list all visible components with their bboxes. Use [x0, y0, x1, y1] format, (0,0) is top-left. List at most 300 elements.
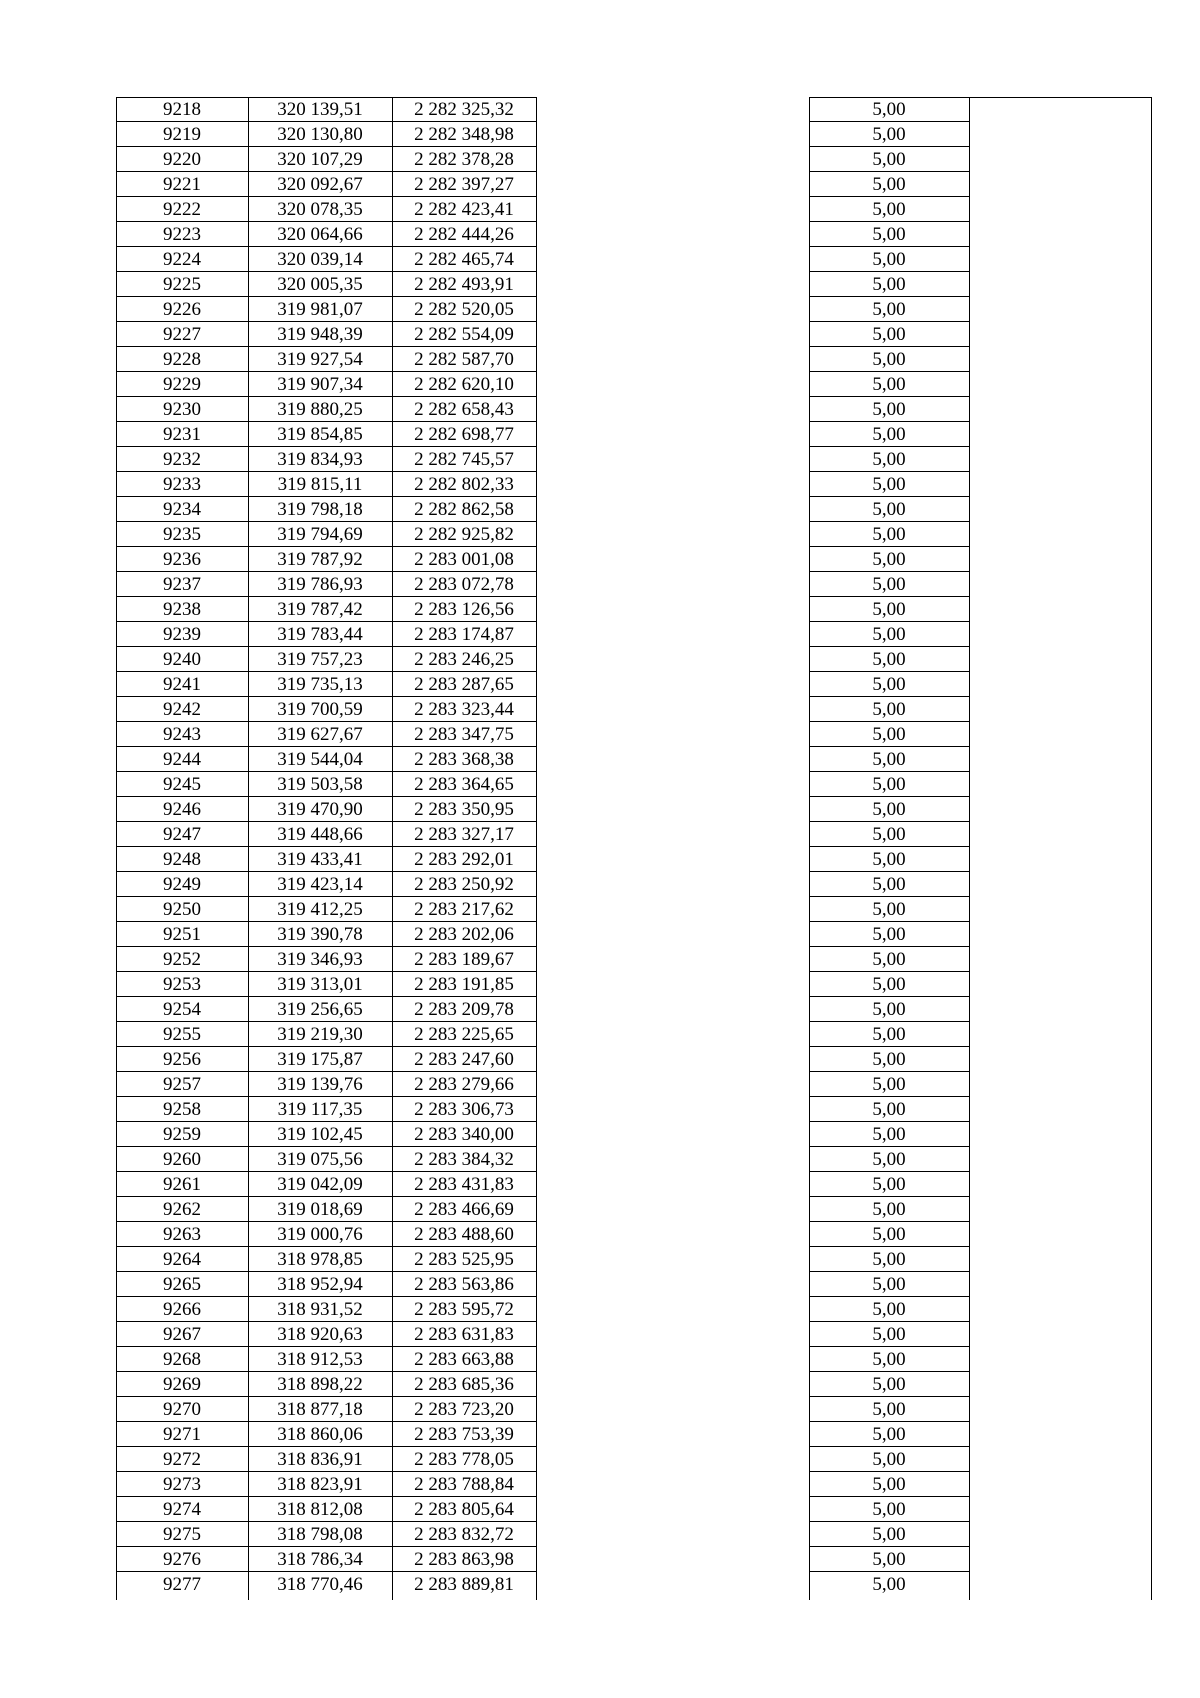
- value-cell: 5,00: [872, 949, 906, 970]
- y-coordinate-cell: 2 283 347,75: [414, 724, 514, 745]
- table-row: [116, 97, 1152, 122]
- empty-cell: [536, 122, 809, 147]
- x-coordinate-cell: 319 700,59: [277, 699, 363, 720]
- point-number-cell: 9260: [163, 1149, 201, 1170]
- table-row: [116, 572, 1152, 597]
- point-number-cell: 9225: [163, 274, 201, 295]
- table-row: [116, 1022, 1152, 1047]
- table-row: [116, 1322, 1152, 1347]
- empty-cell: [536, 1247, 809, 1272]
- empty-cell: [969, 122, 1152, 147]
- value-cell: 5,00: [872, 174, 906, 195]
- empty-cell: [969, 422, 1152, 447]
- value-cell: 5,00: [872, 1199, 906, 1220]
- x-coordinate-cell: 319 042,09: [277, 1174, 363, 1195]
- y-coordinate-cell: 2 283 209,78: [414, 999, 514, 1020]
- empty-cell: [536, 1097, 809, 1122]
- empty-cell: [536, 1222, 809, 1247]
- value-cell: 5,00: [872, 1074, 906, 1095]
- table-row: [116, 847, 1152, 872]
- empty-cell: [969, 972, 1152, 997]
- x-coordinate-cell: 320 107,29: [277, 149, 363, 170]
- empty-cell: [536, 1472, 809, 1497]
- value-cell: 5,00: [872, 474, 906, 495]
- table-row: [116, 1572, 1152, 1597]
- y-coordinate-cell: 2 283 466,69: [414, 1199, 514, 1220]
- empty-cell: [536, 1547, 809, 1572]
- value-cell: 5,00: [872, 799, 906, 820]
- x-coordinate-cell: 319 139,76: [277, 1074, 363, 1095]
- x-coordinate-cell: 320 078,35: [277, 199, 363, 220]
- y-coordinate-cell: 2 283 246,25: [414, 649, 514, 670]
- table-row: [116, 497, 1152, 522]
- point-number-cell: 9256: [163, 1049, 201, 1070]
- x-coordinate-cell: 318 786,34: [277, 1549, 363, 1570]
- empty-cell: [969, 522, 1152, 547]
- point-number-cell: 9224: [163, 249, 201, 270]
- empty-cell: [969, 847, 1152, 872]
- x-coordinate-cell: 320 139,51: [277, 99, 363, 120]
- empty-cell: [536, 947, 809, 972]
- x-coordinate-cell: 319 880,25: [277, 399, 363, 420]
- table-row: [116, 1222, 1152, 1247]
- point-number-cell: 9233: [163, 474, 201, 495]
- empty-cell: [536, 272, 809, 297]
- value-cell: 5,00: [872, 1349, 906, 1370]
- x-coordinate-cell: 319 390,78: [277, 924, 363, 945]
- empty-cell: [969, 747, 1152, 772]
- empty-cell: [536, 1072, 809, 1097]
- point-number-cell: 9234: [163, 499, 201, 520]
- point-number-cell: 9268: [163, 1349, 201, 1370]
- table-row: [116, 697, 1152, 722]
- empty-cell: [536, 572, 809, 597]
- point-number-cell: 9238: [163, 599, 201, 620]
- empty-cell: [969, 397, 1152, 422]
- empty-cell: [536, 647, 809, 672]
- table-row: [116, 1547, 1152, 1572]
- empty-cell: [536, 697, 809, 722]
- point-number-cell: 9270: [163, 1399, 201, 1420]
- value-cell: 5,00: [872, 849, 906, 870]
- table-row: [116, 347, 1152, 372]
- x-coordinate-cell: 319 102,45: [277, 1124, 363, 1145]
- empty-cell: [969, 1472, 1152, 1497]
- value-cell: 5,00: [872, 574, 906, 595]
- table-row: [116, 972, 1152, 997]
- y-coordinate-cell: 2 283 126,56: [414, 599, 514, 620]
- y-coordinate-cell: 2 282 745,57: [414, 449, 514, 470]
- empty-cell: [969, 822, 1152, 847]
- value-cell: 5,00: [872, 624, 906, 645]
- empty-cell: [536, 347, 809, 372]
- table-row: [116, 1447, 1152, 1472]
- table-row: [116, 1047, 1152, 1072]
- table-row: [116, 872, 1152, 897]
- value-cell: 5,00: [872, 1549, 906, 1570]
- x-coordinate-cell: 318 920,63: [277, 1324, 363, 1345]
- y-coordinate-cell: 2 283 563,86: [414, 1274, 514, 1295]
- y-coordinate-cell: 2 283 788,84: [414, 1474, 514, 1495]
- value-cell: 5,00: [872, 299, 906, 320]
- y-coordinate-cell: 2 283 292,01: [414, 849, 514, 870]
- empty-cell: [536, 497, 809, 522]
- value-cell: 5,00: [872, 424, 906, 445]
- value-cell: 5,00: [872, 1424, 906, 1445]
- point-number-cell: 9228: [163, 349, 201, 370]
- x-coordinate-cell: 319 627,67: [277, 724, 363, 745]
- table-row: [116, 1522, 1152, 1547]
- point-number-cell: 9239: [163, 624, 201, 645]
- y-coordinate-cell: 2 283 364,65: [414, 774, 514, 795]
- value-cell: 5,00: [872, 399, 906, 420]
- table-row: [116, 1147, 1152, 1172]
- table-row: [116, 397, 1152, 422]
- value-cell: 5,00: [872, 724, 906, 745]
- empty-cell: [969, 772, 1152, 797]
- value-cell: 5,00: [872, 999, 906, 1020]
- empty-cell: [536, 1397, 809, 1422]
- x-coordinate-cell: 319 948,39: [277, 324, 363, 345]
- empty-cell: [536, 1022, 809, 1047]
- empty-cell: [969, 947, 1152, 972]
- y-coordinate-cell: 2 283 225,65: [414, 1024, 514, 1045]
- y-coordinate-cell: 2 283 384,32: [414, 1149, 514, 1170]
- value-cell: 5,00: [872, 199, 906, 220]
- point-number-cell: 9242: [163, 699, 201, 720]
- empty-cell: [969, 672, 1152, 697]
- point-number-cell: 9261: [163, 1174, 201, 1195]
- point-number-cell: 9276: [163, 1549, 201, 1570]
- x-coordinate-cell: 320 130,80: [277, 124, 363, 145]
- value-cell: 5,00: [872, 924, 906, 945]
- empty-cell: [969, 922, 1152, 947]
- y-coordinate-cell: 2 283 323,44: [414, 699, 514, 720]
- point-number-cell: 9257: [163, 1074, 201, 1095]
- x-coordinate-cell: 319 346,93: [277, 949, 363, 970]
- value-cell: 5,00: [872, 1024, 906, 1045]
- table-row: [116, 1247, 1152, 1272]
- empty-cell: [969, 372, 1152, 397]
- empty-cell: [536, 722, 809, 747]
- empty-cell: [536, 522, 809, 547]
- empty-cell: [969, 647, 1152, 672]
- x-coordinate-cell: 320 064,66: [277, 224, 363, 245]
- table-row: [116, 622, 1152, 647]
- x-coordinate-cell: 318 931,52: [277, 1299, 363, 1320]
- empty-cell: [969, 322, 1152, 347]
- value-cell: 5,00: [872, 224, 906, 245]
- x-coordinate-cell: 318 770,46: [277, 1574, 363, 1595]
- value-cell: 5,00: [872, 874, 906, 895]
- value-cell: 5,00: [872, 1049, 906, 1070]
- point-number-cell: 9274: [163, 1499, 201, 1520]
- y-coordinate-cell: 2 283 001,08: [414, 549, 514, 570]
- point-number-cell: 9264: [163, 1249, 201, 1270]
- x-coordinate-cell: 318 978,85: [277, 1249, 363, 1270]
- y-coordinate-cell: 2 283 287,65: [414, 674, 514, 695]
- table-row: [116, 372, 1152, 397]
- empty-cell: [969, 697, 1152, 722]
- empty-cell: [536, 322, 809, 347]
- empty-cell: [536, 1122, 809, 1147]
- empty-cell: [969, 1572, 1152, 1597]
- empty-cell: [969, 897, 1152, 922]
- value-cell: 5,00: [872, 274, 906, 295]
- y-coordinate-cell: 2 282 862,58: [414, 499, 514, 520]
- y-coordinate-cell: 2 283 805,64: [414, 1499, 514, 1520]
- x-coordinate-cell: 319 735,13: [277, 674, 363, 695]
- point-number-cell: 9271: [163, 1424, 201, 1445]
- table-row: [116, 1097, 1152, 1122]
- value-cell: 5,00: [872, 1474, 906, 1495]
- x-coordinate-cell: 319 175,87: [277, 1049, 363, 1070]
- y-coordinate-cell: 2 283 753,39: [414, 1424, 514, 1445]
- y-coordinate-cell: 2 282 493,91: [414, 274, 514, 295]
- empty-cell: [969, 1197, 1152, 1222]
- table-row: [116, 1497, 1152, 1522]
- table-row: [116, 547, 1152, 572]
- table-row: [116, 1372, 1152, 1397]
- x-coordinate-cell: 320 092,67: [277, 174, 363, 195]
- empty-cell: [969, 1422, 1152, 1447]
- y-coordinate-cell: 2 283 306,73: [414, 1099, 514, 1120]
- empty-cell: [969, 147, 1152, 172]
- value-cell: 5,00: [872, 324, 906, 345]
- table-row: [116, 122, 1152, 147]
- y-coordinate-cell: 2 283 889,81: [414, 1574, 514, 1595]
- empty-cell: [969, 1297, 1152, 1322]
- value-cell: 5,00: [872, 349, 906, 370]
- value-cell: 5,00: [872, 249, 906, 270]
- empty-cell: [536, 872, 809, 897]
- table-row: [116, 197, 1152, 222]
- table-row: [116, 1172, 1152, 1197]
- value-cell: 5,00: [872, 124, 906, 145]
- empty-cell: [969, 1547, 1152, 1572]
- coordinate-table: [116, 97, 1152, 1600]
- value-cell: 5,00: [872, 899, 906, 920]
- empty-cell: [969, 1497, 1152, 1522]
- empty-cell: [969, 1072, 1152, 1097]
- empty-cell: [536, 822, 809, 847]
- empty-cell: [536, 447, 809, 472]
- y-coordinate-cell: 2 283 368,38: [414, 749, 514, 770]
- empty-cell: [536, 397, 809, 422]
- point-number-cell: 9245: [163, 774, 201, 795]
- value-cell: 5,00: [872, 699, 906, 720]
- empty-cell: [969, 572, 1152, 597]
- y-coordinate-cell: 2 283 072,78: [414, 574, 514, 595]
- value-cell: 5,00: [872, 549, 906, 570]
- y-coordinate-cell: 2 282 925,82: [414, 524, 514, 545]
- value-cell: 5,00: [872, 1224, 906, 1245]
- empty-cell: [969, 547, 1152, 572]
- table-row: [116, 472, 1152, 497]
- y-coordinate-cell: 2 283 247,60: [414, 1049, 514, 1070]
- y-coordinate-cell: 2 283 340,00: [414, 1124, 514, 1145]
- table-row: [116, 1122, 1152, 1147]
- value-cell: 5,00: [872, 1249, 906, 1270]
- empty-cell: [969, 1172, 1152, 1197]
- point-number-cell: 9220: [163, 149, 201, 170]
- value-cell: 5,00: [872, 499, 906, 520]
- empty-cell: [969, 472, 1152, 497]
- point-number-cell: 9246: [163, 799, 201, 820]
- table-row: [116, 597, 1152, 622]
- y-coordinate-cell: 2 283 778,05: [414, 1449, 514, 1470]
- point-number-cell: 9252: [163, 949, 201, 970]
- empty-cell: [969, 1347, 1152, 1372]
- value-cell: 5,00: [872, 974, 906, 995]
- empty-cell: [536, 1297, 809, 1322]
- x-coordinate-cell: 318 798,08: [277, 1524, 363, 1545]
- y-coordinate-cell: 2 282 658,43: [414, 399, 514, 420]
- x-coordinate-cell: 319 412,25: [277, 899, 363, 920]
- empty-cell: [536, 547, 809, 572]
- table-row: [116, 172, 1152, 197]
- value-cell: 5,00: [872, 649, 906, 670]
- empty-cell: [969, 1372, 1152, 1397]
- empty-cell: [969, 1097, 1152, 1122]
- table-row: [116, 1072, 1152, 1097]
- empty-cell: [536, 1047, 809, 1072]
- point-number-cell: 9249: [163, 874, 201, 895]
- x-coordinate-cell: 318 952,94: [277, 1274, 363, 1295]
- point-number-cell: 9253: [163, 974, 201, 995]
- empty-cell: [536, 1422, 809, 1447]
- empty-cell: [969, 1322, 1152, 1347]
- y-coordinate-cell: 2 282 444,26: [414, 224, 514, 245]
- empty-cell: [969, 1122, 1152, 1147]
- table-row: [116, 822, 1152, 847]
- table-row: [116, 747, 1152, 772]
- empty-cell: [536, 1272, 809, 1297]
- value-cell: 5,00: [872, 1274, 906, 1295]
- empty-cell: [536, 797, 809, 822]
- point-number-cell: 9230: [163, 399, 201, 420]
- empty-cell: [536, 297, 809, 322]
- empty-cell: [969, 447, 1152, 472]
- x-coordinate-cell: 319 448,66: [277, 824, 363, 845]
- table-row: [116, 1472, 1152, 1497]
- table-row: [116, 897, 1152, 922]
- point-number-cell: 9255: [163, 1024, 201, 1045]
- value-cell: 5,00: [872, 1124, 906, 1145]
- x-coordinate-cell: 319 544,04: [277, 749, 363, 770]
- point-number-cell: 9221: [163, 174, 201, 195]
- empty-cell: [969, 722, 1152, 747]
- x-coordinate-cell: 319 256,65: [277, 999, 363, 1020]
- x-coordinate-cell: 319 117,35: [277, 1099, 363, 1120]
- value-cell: 5,00: [872, 599, 906, 620]
- x-coordinate-cell: 319 787,92: [277, 549, 363, 570]
- y-coordinate-cell: 2 282 423,41: [414, 199, 514, 220]
- point-number-cell: 9266: [163, 1299, 201, 1320]
- value-cell: 5,00: [872, 824, 906, 845]
- y-coordinate-cell: 2 283 685,36: [414, 1374, 514, 1395]
- empty-cell: [969, 247, 1152, 272]
- empty-cell: [536, 772, 809, 797]
- y-coordinate-cell: 2 282 620,10: [414, 374, 514, 395]
- table-row: [116, 772, 1152, 797]
- y-coordinate-cell: 2 283 250,92: [414, 874, 514, 895]
- point-number-cell: 9265: [163, 1274, 201, 1295]
- value-cell: 5,00: [872, 1399, 906, 1420]
- empty-cell: [536, 897, 809, 922]
- empty-cell: [969, 1397, 1152, 1422]
- x-coordinate-cell: 319 981,07: [277, 299, 363, 320]
- value-cell: 5,00: [872, 1574, 906, 1595]
- empty-cell: [536, 1172, 809, 1197]
- y-coordinate-cell: 2 283 832,72: [414, 1524, 514, 1545]
- value-cell: 5,00: [872, 749, 906, 770]
- y-coordinate-cell: 2 282 587,70: [414, 349, 514, 370]
- y-coordinate-cell: 2 282 465,74: [414, 249, 514, 270]
- point-number-cell: 9223: [163, 224, 201, 245]
- x-coordinate-cell: 318 823,91: [277, 1474, 363, 1495]
- point-number-cell: 9258: [163, 1099, 201, 1120]
- point-number-cell: 9247: [163, 824, 201, 845]
- value-cell: 5,00: [872, 524, 906, 545]
- point-number-cell: 9232: [163, 449, 201, 470]
- empty-cell: [969, 297, 1152, 322]
- table-row: [116, 1272, 1152, 1297]
- y-coordinate-cell: 2 282 348,98: [414, 124, 514, 145]
- empty-cell: [536, 1197, 809, 1222]
- x-coordinate-cell: 319 470,90: [277, 799, 363, 820]
- point-number-cell: 9250: [163, 899, 201, 920]
- point-number-cell: 9219: [163, 124, 201, 145]
- y-coordinate-cell: 2 283 488,60: [414, 1224, 514, 1245]
- point-number-cell: 9273: [163, 1474, 201, 1495]
- empty-cell: [969, 1222, 1152, 1247]
- x-coordinate-cell: 318 877,18: [277, 1399, 363, 1420]
- y-coordinate-cell: 2 283 663,88: [414, 1349, 514, 1370]
- x-coordinate-cell: 319 503,58: [277, 774, 363, 795]
- y-coordinate-cell: 2 282 325,32: [414, 99, 514, 120]
- table-row: [116, 422, 1152, 447]
- point-number-cell: 9248: [163, 849, 201, 870]
- table-row: [116, 1422, 1152, 1447]
- empty-cell: [536, 1322, 809, 1347]
- y-coordinate-cell: 2 283 279,66: [414, 1074, 514, 1095]
- empty-cell: [536, 1447, 809, 1472]
- table-row: [116, 272, 1152, 297]
- value-cell: 5,00: [872, 1174, 906, 1195]
- x-coordinate-cell: 319 000,76: [277, 1224, 363, 1245]
- y-coordinate-cell: 2 282 554,09: [414, 324, 514, 345]
- x-coordinate-cell: 318 860,06: [277, 1424, 363, 1445]
- table-row: [116, 1197, 1152, 1222]
- x-coordinate-cell: 319 815,11: [277, 474, 363, 495]
- point-number-cell: 9235: [163, 524, 201, 545]
- x-coordinate-cell: 319 219,30: [277, 1024, 363, 1045]
- x-coordinate-cell: 318 812,08: [277, 1499, 363, 1520]
- empty-cell: [969, 1147, 1152, 1172]
- empty-cell: [536, 147, 809, 172]
- value-cell: 5,00: [872, 449, 906, 470]
- y-coordinate-cell: 2 283 595,72: [414, 1299, 514, 1320]
- empty-cell: [536, 1147, 809, 1172]
- empty-cell: [536, 247, 809, 272]
- y-coordinate-cell: 2 283 631,83: [414, 1324, 514, 1345]
- point-number-cell: 9222: [163, 199, 201, 220]
- point-number-cell: 9229: [163, 374, 201, 395]
- point-number-cell: 9244: [163, 749, 201, 770]
- empty-cell: [536, 1497, 809, 1522]
- y-coordinate-cell: 2 283 350,95: [414, 799, 514, 820]
